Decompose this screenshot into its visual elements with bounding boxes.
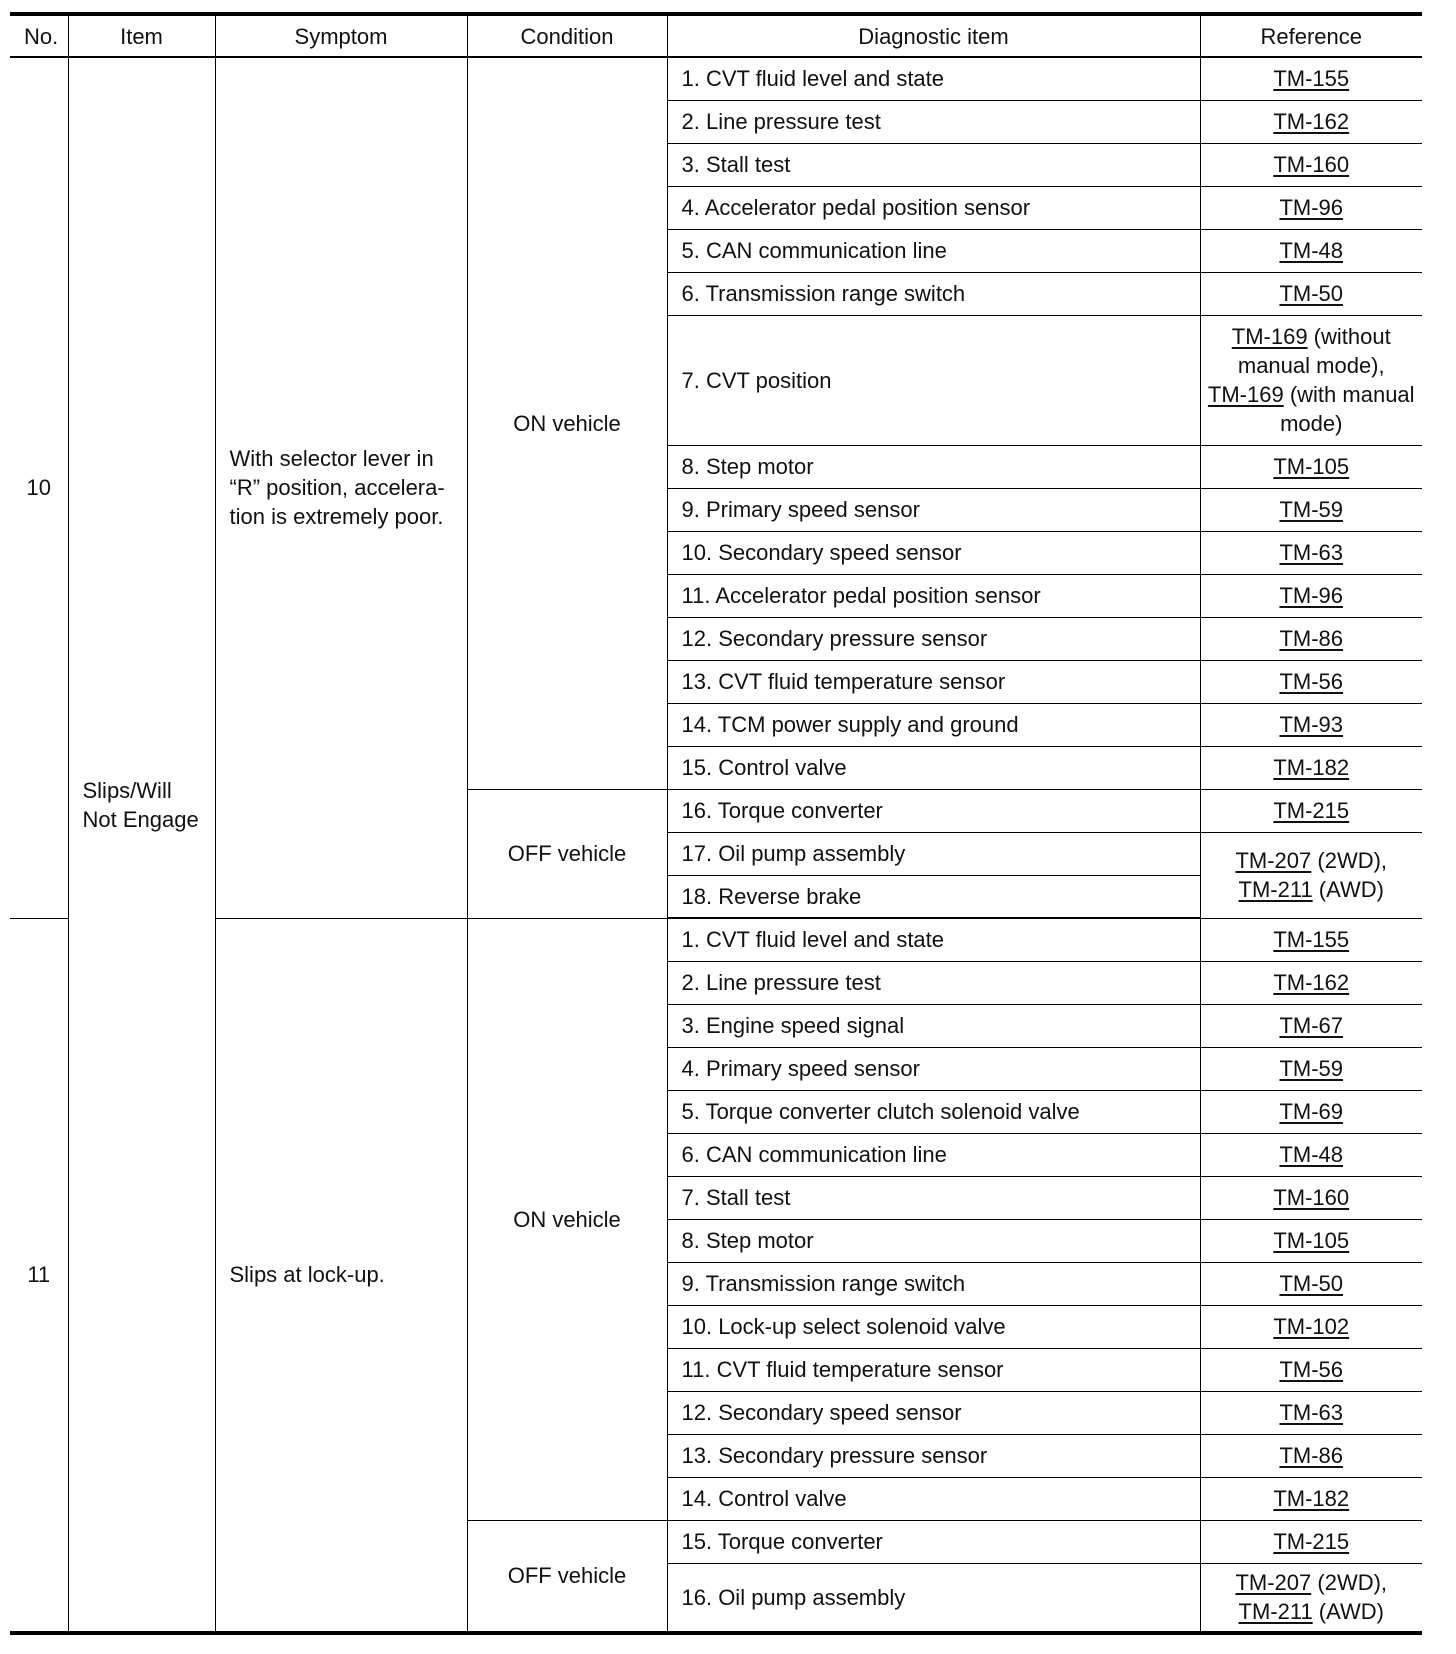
reference-cell (1200, 617, 1422, 660)
reference-cell (1200, 1090, 1422, 1133)
reference-cell (1200, 918, 1422, 961)
header-condition: Condition (467, 14, 667, 57)
reference-cell (1200, 1219, 1422, 1262)
reference-link[interactable]: TM-69 (1279, 1099, 1344, 1124)
condition-on-vehicle: ON vehicle (467, 57, 667, 789)
reference-link[interactable]: TM-63 (1279, 1400, 1344, 1425)
diagnostic-item: 9. Primary speed sensor (667, 488, 1200, 531)
diagnostic-item: 7. Stall test (667, 1176, 1200, 1219)
diagnostic-item: 12. Secondary speed sensor (667, 1391, 1200, 1434)
header-no: No. (10, 14, 68, 57)
reference-note: (with manual mode) (1280, 382, 1415, 436)
diagnostic-item: 14. TCM power supply and ground (667, 703, 1200, 746)
reference-cell (1200, 961, 1422, 1004)
diagnostic-item: 1. CVT fluid level and state (667, 918, 1200, 961)
reference-cell (1200, 1348, 1422, 1391)
reference-link[interactable]: TM-105 (1273, 1228, 1350, 1253)
diagnostic-item: 16. Oil pump assembly (667, 1563, 1200, 1633)
diagnostic-item: 2. Line pressure test (667, 961, 1200, 1004)
diagnostic-item: 18. Reverse brake (667, 875, 1200, 918)
diagnostic-item: 16. Torque converter (667, 789, 1200, 832)
diagnostic-item: 1. CVT fluid level and state (667, 57, 1200, 100)
reference-link[interactable]: TM-182 (1273, 1486, 1350, 1511)
reference-cell (1200, 1391, 1422, 1434)
diagnostic-item: 6. Transmission range switch (667, 272, 1200, 315)
diagnostic-item: 9. Transmission range switch (667, 1262, 1200, 1305)
reference-link[interactable]: TM-169 (1231, 324, 1308, 349)
reference-link[interactable]: TM-56 (1279, 1357, 1344, 1382)
reference-note: (AWD) (1312, 1599, 1384, 1625)
row-number: 10 (10, 57, 68, 918)
reference-note: (without manual mode), (1237, 324, 1391, 378)
reference-cell (1200, 186, 1422, 229)
reference-cell (1200, 660, 1422, 703)
reference-cell (1200, 272, 1422, 315)
condition-off-vehicle: OFF vehicle (467, 789, 667, 918)
reference-link[interactable]: TM-169 (1207, 382, 1284, 407)
reference-link[interactable]: TM-215 (1273, 1529, 1350, 1554)
reference-cell (1200, 1434, 1422, 1477)
reference-note: (2WD), (1311, 1570, 1388, 1596)
reference-link[interactable]: TM-155 (1273, 927, 1350, 952)
reference-cell (1200, 746, 1422, 789)
diagnostic-item: 4. Primary speed sensor (667, 1047, 1200, 1090)
reference-link[interactable]: TM-162 (1273, 109, 1350, 134)
reference-link[interactable]: TM-67 (1279, 1013, 1344, 1038)
diagnostic-item: 5. CAN communication line (667, 229, 1200, 272)
reference-cell (1200, 1520, 1422, 1563)
reference-cell (1200, 1047, 1422, 1090)
diagnostic-item: 14. Control valve (667, 1477, 1200, 1520)
reference-link[interactable]: TM-50 (1279, 281, 1344, 306)
table-row (10, 57, 1422, 100)
reference-link[interactable]: TM-182 (1273, 755, 1350, 780)
diagnostic-item: 11. CVT fluid temperature sensor (667, 1348, 1200, 1391)
reference-link[interactable]: TM-96 (1279, 583, 1344, 608)
diagnostic-item: 6. CAN communication line (667, 1133, 1200, 1176)
reference-cell (1200, 1262, 1422, 1305)
diagnostic-item: 3. Stall test (667, 143, 1200, 186)
header-reference: Reference (1200, 14, 1422, 57)
header-diagnostic-item: Diagnostic item (667, 14, 1200, 57)
item-cell: Slips/Will Not Engage (68, 57, 215, 1633)
reference-cell (1200, 703, 1422, 746)
diagnostic-item: 3. Engine speed signal (667, 1004, 1200, 1047)
reference-cell (1200, 488, 1422, 531)
row-number: 11 (10, 918, 68, 1633)
reference-cell (1200, 100, 1422, 143)
reference-link[interactable]: TM-93 (1279, 712, 1344, 737)
reference-note: (2WD), (1311, 848, 1388, 873)
reference-cell (1200, 1176, 1422, 1219)
reference-link[interactable]: TM-102 (1273, 1314, 1350, 1339)
reference-link[interactable]: TM-59 (1279, 497, 1344, 522)
diagnostic-item: 4. Accelerator pedal position sensor (667, 186, 1200, 229)
header-symptom: Symptom (215, 14, 467, 57)
reference-link[interactable]: TM-160 (1273, 152, 1350, 177)
diagnostic-item: 7. CVT position (667, 315, 1200, 445)
reference-link[interactable]: TM-63 (1279, 540, 1344, 565)
reference-link[interactable]: TM-59 (1279, 1056, 1344, 1081)
reference-cell (1200, 1305, 1422, 1348)
diagnosis-table (10, 12, 1422, 1635)
diagnostic-item: 2. Line pressure test (667, 100, 1200, 143)
table-row (10, 918, 1422, 961)
reference-link[interactable]: TM-48 (1279, 1142, 1344, 1167)
reference-cell (1200, 832, 1422, 918)
reference-link[interactable]: TM-207 (1235, 848, 1312, 873)
diagnostic-item: 15. Torque converter (667, 1520, 1200, 1563)
reference-link[interactable]: TM-48 (1279, 238, 1344, 263)
reference-cell (1200, 229, 1422, 272)
reference-cell (1200, 143, 1422, 186)
reference-cell (1200, 445, 1422, 488)
diagnostic-item: 12. Secondary pressure sensor (667, 617, 1200, 660)
reference-cell (1200, 315, 1422, 445)
reference-link[interactable]: TM-56 (1279, 669, 1344, 694)
reference-link[interactable]: TM-86 (1279, 1443, 1344, 1468)
symptom-cell: With selector lever in “R” position, accelera-tion is extremely poor. (215, 57, 467, 918)
diagnostic-item: 15. Control valve (667, 746, 1200, 789)
reference-link[interactable]: TM-96 (1279, 195, 1344, 220)
reference-link[interactable]: TM-160 (1273, 1185, 1350, 1210)
table-body (10, 57, 1422, 1633)
diagnostic-item: 11. Accelerator pedal position sensor (667, 574, 1200, 617)
reference-link[interactable]: TM-215 (1273, 798, 1350, 823)
reference-cell (1200, 1477, 1422, 1520)
reference-link[interactable]: TM-86 (1279, 626, 1344, 651)
reference-cell (1200, 1004, 1422, 1047)
reference-link[interactable]: TM-211 (1238, 877, 1313, 902)
reference-link[interactable]: TM-105 (1273, 454, 1350, 479)
diagnostic-item: 10. Secondary speed sensor (667, 531, 1200, 574)
reference-cell (1200, 574, 1422, 617)
reference-note: (AWD) (1312, 877, 1384, 902)
symptom-cell: Slips at lock-up. (215, 918, 467, 1633)
diagnostic-item: 10. Lock-up select solenoid valve (667, 1305, 1200, 1348)
reference-link[interactable]: TM-162 (1273, 970, 1350, 995)
condition-off-vehicle: OFF vehicle (467, 1520, 667, 1633)
condition-on-vehicle: ON vehicle (467, 918, 667, 1520)
reference-link[interactable]: TM-211 (1238, 1599, 1313, 1625)
reference-cell (1200, 1563, 1422, 1633)
diagnostic-item: 13. Secondary pressure sensor (667, 1434, 1200, 1477)
reference-link[interactable]: TM-207 (1235, 1570, 1312, 1596)
reference-cell (1200, 531, 1422, 574)
diagnostic-item: 13. CVT fluid temperature sensor (667, 660, 1200, 703)
reference-cell (1200, 1133, 1422, 1176)
diagnostic-item: 17. Oil pump assembly (667, 832, 1200, 875)
reference-cell (1200, 57, 1422, 100)
header-item: Item (68, 14, 215, 57)
header-row (10, 14, 1422, 57)
reference-link[interactable]: TM-50 (1279, 1271, 1344, 1296)
reference-cell (1200, 789, 1422, 832)
diagnostic-item: 8. Step motor (667, 445, 1200, 488)
reference-link[interactable]: TM-155 (1273, 66, 1350, 92)
diagnostic-item: 5. Torque converter clutch solenoid valve (667, 1090, 1200, 1133)
diagnostic-item: 8. Step motor (667, 1219, 1200, 1262)
